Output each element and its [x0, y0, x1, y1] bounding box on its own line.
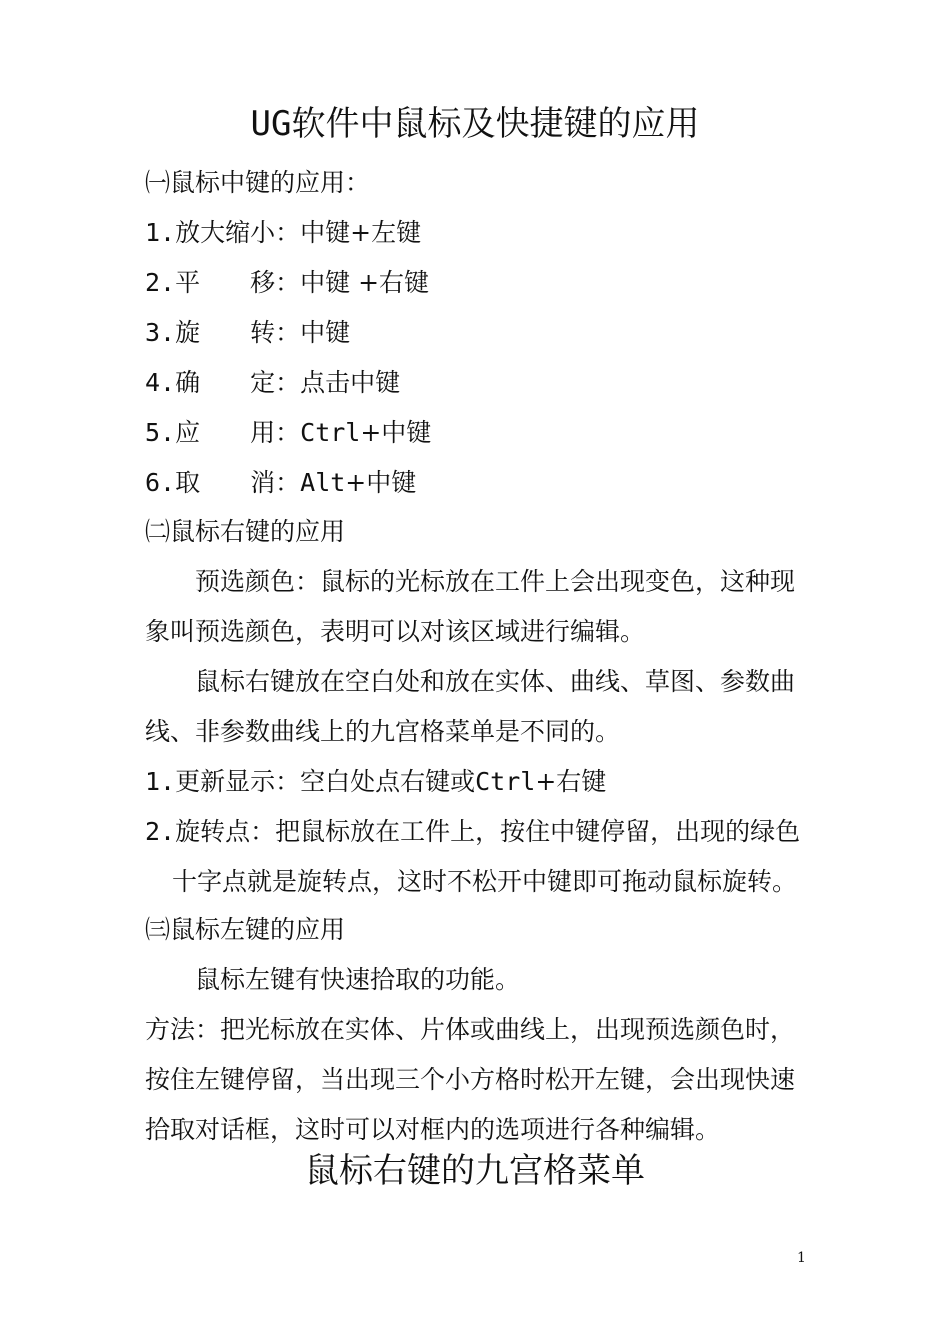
item-value-rest: +中键 — [360, 418, 432, 447]
page-number: 1 — [797, 1250, 806, 1266]
item-text: 更新显示：空白处点右键或 — [175, 767, 476, 796]
item-number: 1. — [145, 767, 176, 796]
section2-para2-line1 — [145, 667, 795, 697]
item-label-a: 取 — [175, 468, 201, 497]
item-value: 中键 +右键 — [300, 268, 430, 297]
item-rest: +右键 — [535, 767, 607, 796]
section1-item-2 — [145, 268, 429, 298]
item-text: 旋转点：把鼠标放在工件上，按住中键停留，出现的绿色 — [175, 817, 801, 846]
section1-heading: ㈠鼠标中键的应用： — [145, 168, 371, 197]
section3-para1 — [145, 965, 520, 995]
item-label-a: 旋 — [175, 318, 201, 347]
item-value-rest: +中键 — [345, 468, 417, 497]
item-number: 4. — [145, 368, 176, 397]
section2-item-2-line1 — [145, 817, 800, 847]
section2-para1-line1 — [145, 567, 795, 597]
title-ug: UG — [250, 104, 292, 144]
item-label-a: 确 — [175, 368, 201, 397]
document-title — [0, 104, 950, 144]
item-number: 3. — [145, 318, 176, 347]
item-label-b: 用： — [250, 418, 301, 447]
section2-heading: ㈡鼠标右键的应用 — [145, 517, 346, 546]
section2-item-1 — [145, 767, 606, 797]
section1-item-6 — [145, 468, 416, 498]
item-value: 中键 — [300, 318, 351, 347]
item-number: 5. — [145, 418, 176, 447]
section3-method-line1: 方法：把光标放在实体、片体或曲线上，出现预选颜色时， — [145, 1015, 796, 1044]
subtitle: 鼠标右键的九宫格菜单 — [305, 1151, 645, 1191]
section1-item-4 — [145, 368, 400, 398]
item-label-b: 转： — [250, 318, 301, 347]
section3-heading: ㈢鼠标左键的应用 — [145, 915, 346, 944]
section1-item-1 — [145, 218, 421, 248]
item-number: 1. — [145, 218, 176, 247]
section2-item-2-line2: 十字点就是旋转点，这时不松开中键即可拖动鼠标旋转。 — [172, 867, 798, 896]
item-label-b: 定： — [250, 368, 301, 397]
item-number: 6. — [145, 468, 176, 497]
section3-method-line3: 拾取对话框，这时可以对框内的选项进行各种编辑。 — [145, 1115, 721, 1144]
section1-item-3 — [145, 318, 350, 348]
item-label-b: 消： — [250, 468, 301, 497]
item-label: 放大缩小： — [175, 218, 301, 247]
item-value-code: Alt — [300, 468, 346, 497]
section2-para2-line2: 线、非参数曲线上的九宫格菜单是不同的。 — [145, 717, 621, 746]
paragraph-text: 鼠标右键放在空白处和放在实体、曲线、草图、参数曲 — [195, 667, 796, 696]
item-code: Ctrl — [475, 767, 536, 796]
item-label-a: 应 — [175, 418, 201, 447]
section3-method-line2: 按住左键停留，当出现三个小方格时松开左键，会出现快速 — [145, 1065, 796, 1094]
item-number: 2. — [145, 817, 176, 846]
item-value: 点击中键 — [300, 368, 401, 397]
item-value-code: Ctrl — [300, 418, 361, 447]
title-text: 软件中鼠标及快捷键的应用 — [291, 104, 700, 144]
item-label-b: 移： — [250, 268, 301, 297]
item-value: 中键+左键 — [300, 218, 422, 247]
section1-item-5 — [145, 418, 431, 448]
paragraph-text: 鼠标左键有快速拾取的功能。 — [195, 965, 521, 994]
paragraph-text: 预选颜色：鼠标的光标放在工件上会出现变色，这种现 — [195, 567, 796, 596]
section2-para1-line2: 象叫预选颜色，表明可以对该区域进行编辑。 — [145, 617, 646, 646]
item-number: 2. — [145, 268, 176, 297]
item-label-a: 平 — [175, 268, 201, 297]
